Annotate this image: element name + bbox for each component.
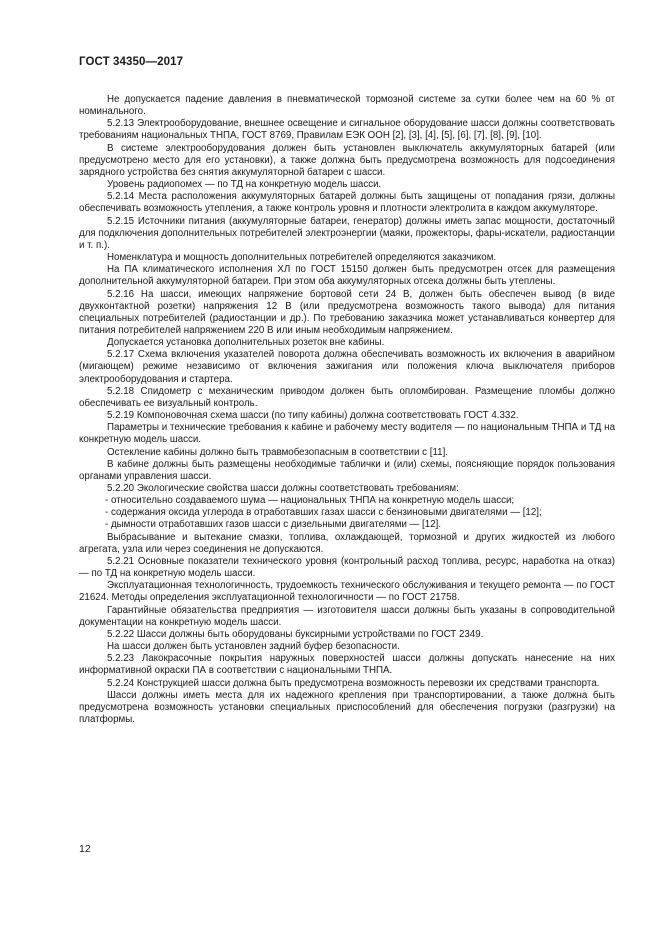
paragraph: 5.2.13 Электрооборудование, внешнее освещение и сигнальное оборудование шасси должны соответствовать требованиям национальных ТНПА, ГОСТ 8769, Правилам ЕЭК ООН [2], [3], [4], [5], [6], [7], [8], [9], [10]. [79,118,615,142]
paragraph: Не допускается падение давления в пневматической тормозной системе за сутки более чем на 60 % от номинального. [79,94,615,118]
list-item: - содержания оксида углерода в отработавших газах шасси с бензиновыми двигателями — [12]; [105,507,542,519]
paragraph: Остекление кабины должно быть травмобезопасным в соответствии с [11]. [107,446,448,458]
paragraph: Параметры и технические требования к кабине и рабочему месту водителя — по национальным ТНПА и ТД на конкретную модель шасси. [79,422,615,446]
paragraph: 5.2.23 Лакокрасочные покрытия наружных поверхностей шасси должны допускать нанесение на них информативной окраски ПА в соответствии с национальными ТНПА. [79,653,615,677]
list-item: - дымности отработавших газов шасси с дизельными двигателями — [12]. [105,519,442,531]
paragraph: На шасси должен быть установлен задний буфер безопасности. [107,641,400,653]
list-item: - относительно создаваемого шума — национальных ТНПА на конкретную модель шасси; [105,495,515,507]
paragraph: 5.2.22 Шасси должны быть оборудованы буксирными устройствами по ГОСТ 2349. [107,628,484,640]
paragraph: Эксплуатационная технологичность, трудоемкость технического обслуживания и текущего ремонта — по ГОСТ 21624. Методы определения эксплуатационной технологичности — по ГОСТ 21758. [79,580,615,604]
page-header: ГОСТ 34350—2017 [79,56,184,68]
paragraph: Выбрасывание и вытекание смазки, топлива, охлаждающей, тормозной и других жидкостей из любого агрегата, узла или через соединения не допускаются. [79,531,615,555]
paragraph: В кабине должны быть размещены необходимые таблички и (или) схемы, поясняющие порядок пользования органами управления шасси. [79,458,615,482]
paragraph: 5.2.18 Спидометр с механическим приводом должен быть опломбирован. Размещение пломбы должно обеспечивать ее визуальный контроль. [79,385,615,409]
paragraph: 5.2.24 Конструкцией шасси должна быть предусмотрена возможность перевозки их средствами транспорта. [107,677,600,689]
paragraph: 5.2.20 Экологические свойства шасси должны соответствовать требованиям: [107,483,459,494]
paragraph: 5.2.19 Компоновочная схема шасси (по типу кабины) должна соответствовать ГОСТ 4.332. [107,410,519,422]
paragraph: Гарантийные обязательства предприятия — изготовителя шасси должны быть указаны в сопроводительной документации на конкретную модель шасси. [79,604,615,628]
paragraph: Номенклатура и мощность дополнительных потребителей определяются заказчиком. [107,252,497,264]
paragraph: Допускается установка дополнительных розеток вне кабины. [107,337,385,349]
paragraph: 5.2.14 Места расположения аккумуляторных батарей должны быть защищены от попадания грязи, должны обеспечивать возможность утепления, а также контроль уровня и плотности электролита в каждом аккумуляторе. [79,191,615,215]
paragraph: Шасси должны иметь места для их надежного крепления при транспортировании, а также должна быть предусмотрена возможность установки специальных приспособлений для обеспечения погрузки (разгрузки) на платформы. [79,689,615,725]
paragraph: В системе электрооборудования должен быть установлен выключатель аккумуляторных батарей (или предусмотрено место для его установки), а также должна быть предусмотрена возможность для подсоединения зарядного устройства без снятия аккумуляторной батареи с шасси. [79,142,615,178]
paragraph: 5.2.21 Основные показатели технического уровня (контрольный расход топлива, ресурс, наработка на отказ) — по ТД на конкретную модель шасси. [79,555,615,580]
paragraph: 5.2.15 Источники питания (аккумуляторные батареи, генератор) должны иметь запас мощности, достаточный для подключения дополнительных потребителей электроэнергии (маяки, прожекторы, фары-искатели, радиостанции и т. п.). [79,215,615,251]
document-body [79,94,615,726]
paragraph: 5.2.16 На шасси, имеющих напряжение бортовой сети 24 В, должен быть обеспечен вывод (в виде двухконтактной розетки) напряжения 12 В (или предусмотрена возможность такого вывода) для питания специальных потребителей (радиостанции и др.). По требованию заказчика может устанавливаться конвертер для питания потребителей напряжением 220 В или иным необходимым напряжением. [79,288,615,336]
paragraph: 5.2.17 Схема включения указателей поворота должна обеспечивать возможность их включения в аварийном (мигающем) режиме независимо от включения зажигания или положения ключа выключателя приборов электрооборудования и стартера. [79,349,615,385]
paragraph: Уровень радиопомех — по ТД на конкретную модель шасси. [107,179,382,191]
page-number: 12 [79,843,91,855]
paragraph: На ПА климатического исполнения ХЛ по ГОСТ 15150 должен быть предусмотрен отсек для размещения дополнительной аккумуляторной батареи. При этом оба аккумуляторных отсека должны быть утеплены. [79,264,615,288]
